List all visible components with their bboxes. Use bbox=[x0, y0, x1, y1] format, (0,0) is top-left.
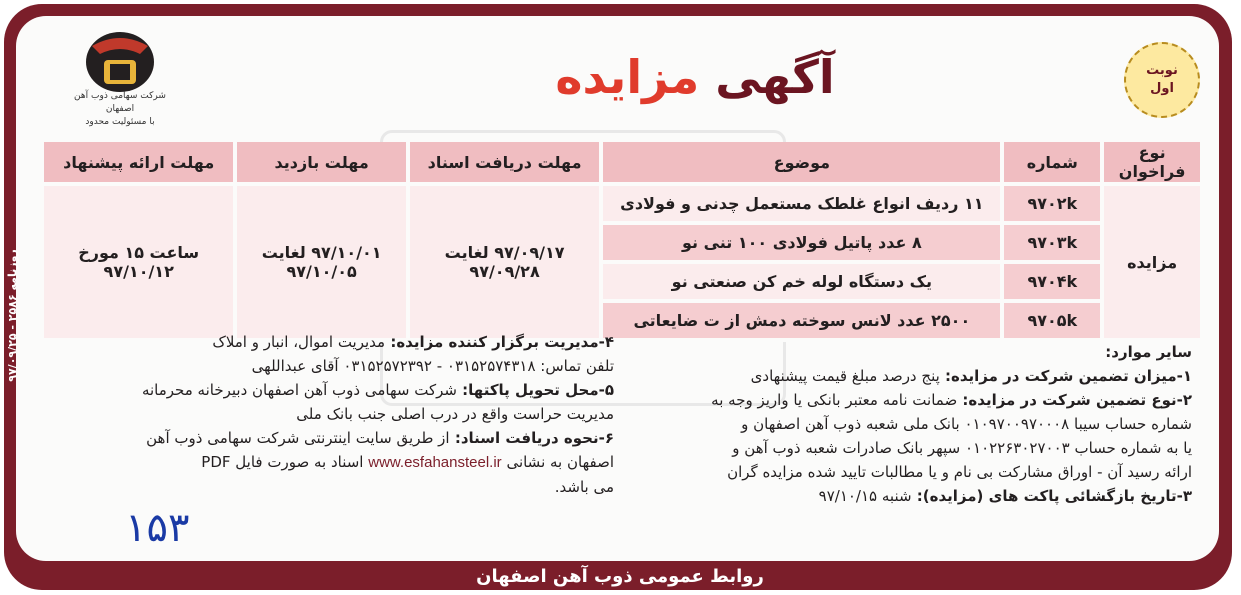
item-6-line2a: اصفهان به نشانی bbox=[506, 453, 614, 471]
cell-number: ۹۷۰۳k bbox=[1000, 225, 1100, 264]
other-items-left bbox=[34, 330, 614, 499]
other-items-right bbox=[632, 340, 1192, 508]
cell-number: ۹۷۰۵k bbox=[1000, 303, 1100, 342]
cell-number: ۹۷۰۴k bbox=[1000, 264, 1100, 303]
item-3-text: شنبه ۹۷/۱۰/۱۵ bbox=[818, 487, 912, 505]
item-5-text: شرکت سهامی ذوب آهن اصفهان دبیرخانه محرمانه bbox=[141, 381, 457, 399]
header-number: شماره bbox=[1000, 142, 1100, 186]
item-2-line4: ارائه رسید آن - اوراق مشارکت بی نام و یا مطالبات تایید شده مزایده گران bbox=[727, 463, 1192, 481]
item-4 bbox=[34, 330, 614, 354]
handwritten-number: ۱۵۳ bbox=[125, 505, 190, 551]
item-6 bbox=[34, 426, 614, 450]
badge-line2: اول bbox=[1150, 81, 1174, 96]
offer-line1: ساعت ۱۵ مورخ bbox=[78, 243, 200, 262]
round-badge bbox=[1124, 42, 1200, 118]
item-2-line3: یا به شماره حساب ۰۱۰۲۲۶۳۰۲۷۰۰۳ سپهر بانک صادرات شعبه ذوب آهن و bbox=[732, 439, 1192, 457]
item-4-phone: تلفن تماس: ۰۳۱۵۲۵۷۴۳۱۸ - ۰۳۱۵۲۵۷۲۳۹۲ آقای عبداللهی bbox=[251, 357, 614, 375]
cell-visit-deadline bbox=[233, 186, 406, 342]
auction-table bbox=[40, 142, 1200, 342]
cell-subject: یک دستگاه لوله خم کن صنعتی نو bbox=[599, 264, 1000, 303]
item-1 bbox=[632, 364, 1192, 388]
other-heading: سایر موارد: bbox=[1105, 343, 1192, 361]
item-4-label: ۴-مدیریت برگزار کننده مزایده: bbox=[390, 333, 614, 351]
cell-subject: ۸ عدد پاتیل فولادی ۱۰۰ تنی نو bbox=[599, 225, 1000, 264]
badge-line1: نوبت bbox=[1146, 63, 1178, 78]
item-2 bbox=[632, 388, 1192, 412]
item-5-label: ۵-محل تحویل پاکتها: bbox=[462, 381, 614, 399]
item-1-text: پنج درصد مبلغ قیمت پیشنهادی bbox=[750, 367, 940, 385]
table-header-row bbox=[40, 142, 1200, 186]
item-5-line2: مدیریت حراست واقع در درب اصلی جنب بانک ملی bbox=[296, 405, 614, 423]
item-6-line2 bbox=[34, 450, 614, 475]
cell-number: ۹۷۰۲k bbox=[1000, 186, 1100, 225]
item-6-line3: می باشد. bbox=[554, 478, 614, 496]
item-5 bbox=[34, 378, 614, 402]
visit-line1: ۹۷/۱۰/۰۱ لغایت bbox=[261, 243, 382, 262]
item-6-text: از طریق سایت اینترنتی شرکت سهامی ذوب آهن bbox=[146, 429, 450, 447]
cell-subject: ۱۱ ردیف انواع غلطک مستعمل چدنی و فولادی bbox=[599, 186, 1000, 225]
table-row bbox=[40, 186, 1200, 225]
item-3 bbox=[632, 484, 1192, 508]
header-type: نوع فراخوان bbox=[1100, 142, 1200, 186]
item-2-text: ضمانت نامه معتبر بانکی یا واریز وجه به bbox=[711, 391, 958, 409]
visit-line2: ۹۷/۱۰/۰۵ bbox=[286, 262, 357, 281]
item-4-text: مدیریت اموال، انبار و املاک bbox=[212, 333, 386, 351]
logo-caption-line1: شرکت سهامی ذوب آهن اصفهان bbox=[74, 91, 166, 114]
cell-docs-deadline bbox=[406, 186, 599, 342]
item-2-line2: شماره حساب سیبا ۰۱۰۹۷۰۰۹۷۰۰۰۸ بانک ملی شعبه ذوب آهن اصفهان و bbox=[741, 415, 1192, 433]
header-subject: موضوع bbox=[599, 142, 1000, 186]
logo-caption bbox=[60, 90, 180, 129]
cell-subject: ۲۵۰۰ عدد لانس سوخته دمش از ت ضایعاتی bbox=[599, 303, 1000, 342]
item-6-label: ۶-نحوه دریافت اسناد: bbox=[454, 429, 614, 447]
docs-line1: ۹۷/۰۹/۱۷ لغایت bbox=[444, 243, 565, 262]
cell-offer-deadline bbox=[40, 186, 233, 342]
page-title bbox=[555, 42, 835, 112]
item-3-label: ۳-تاریخ بازگشائی پاکت های (مزایده): bbox=[916, 487, 1192, 505]
footer-caption: روابط عمومی ذوب آهن اصفهان bbox=[476, 565, 764, 587]
docs-line2: ۹۷/۰۹/۲۸ bbox=[469, 262, 540, 281]
side-caption-text: روزنامه ۲۵۸۶ - ۹۷/۰۹/۲۵ bbox=[5, 248, 19, 382]
website-link[interactable]: www.esfahansteel.ir bbox=[368, 454, 502, 471]
side-caption bbox=[3, 130, 21, 500]
offer-line2: ۹۷/۱۰/۱۲ bbox=[103, 262, 174, 281]
item-6-line2b: اسناد به صورت فایل PDF bbox=[201, 453, 364, 471]
cell-type: مزایده bbox=[1100, 186, 1200, 342]
item-2-label: ۲-نوع تضمین شرکت در مزایده: bbox=[962, 391, 1192, 409]
title-part2: مزایده bbox=[555, 50, 700, 104]
header-offer-deadline: مهلت ارائه پیشنهاد bbox=[40, 142, 233, 186]
header-docs-deadline: مهلت دریافت اسناد bbox=[406, 142, 599, 186]
logo-caption-line2: با مسئولیت محدود bbox=[85, 117, 155, 127]
item-1-label: ۱-میزان تضمین شرکت در مزایده: bbox=[945, 367, 1192, 385]
title-part1: آگهی bbox=[715, 50, 835, 104]
logo-emblem-icon bbox=[70, 24, 170, 96]
header-visit-deadline: مهلت بازدید bbox=[233, 142, 406, 186]
